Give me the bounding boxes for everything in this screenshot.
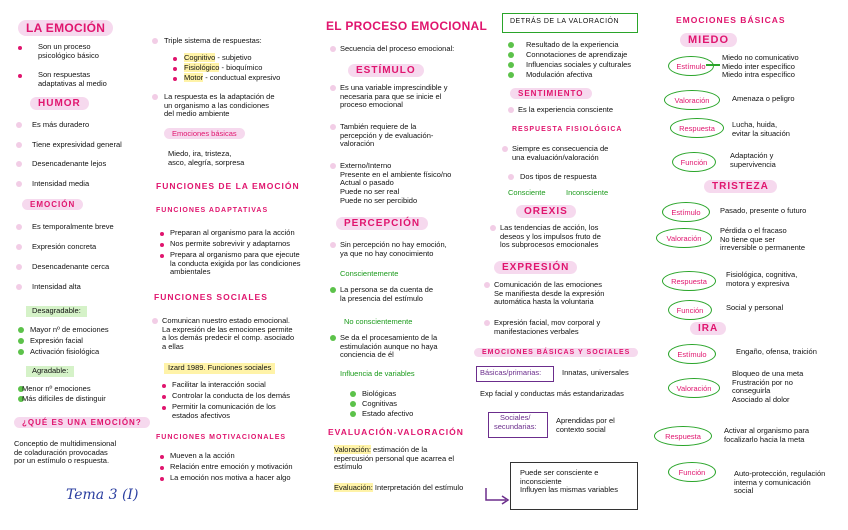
emocion-item: Intensidad alta (32, 282, 81, 291)
percepcion-text: Sin percepción no hay emoción, ya que no hay conocimiento (340, 240, 447, 258)
secuencia-text: Secuencia del proceso emocional: (340, 44, 455, 53)
miedo-valoracion-node: Valoración (664, 90, 720, 110)
bullet (508, 107, 514, 113)
triple-item: Cognitivo - subjetivo (184, 53, 252, 62)
title-sociales: FUNCIONES SOCIALES (154, 292, 268, 302)
title-ira: IRA (690, 323, 726, 335)
bullet (484, 282, 490, 288)
desagradable-item: Expresión facial (30, 336, 83, 345)
triple-item: Motor - conductual expresivo (184, 73, 281, 82)
motivacional-item: Mueven a la acción (170, 451, 235, 460)
motivacional-item: Relación entre emoción y motivación (170, 462, 293, 471)
bullet (16, 224, 22, 230)
tristeza-funcion-node: Función (668, 300, 712, 320)
izard-item: Controlar la conducta de los demás (172, 391, 290, 400)
bullet (502, 146, 508, 152)
primarias-text-2: Exp facial y conductas más estandarizadas (480, 389, 624, 398)
bullet (16, 264, 22, 270)
humor-item: Es más duradero (32, 120, 90, 129)
miedo-funcion-node: Función (672, 152, 716, 172)
bullet (16, 161, 22, 167)
bullet (152, 318, 158, 324)
title-respuesta-fisiologica: RESPUESTA FISIOLÓGICA (512, 126, 623, 133)
bullet (152, 38, 158, 44)
miedo-estimulo-text: Miedo no comunicativo Miedo inter específico Miedo intra específico (722, 53, 799, 80)
bullet (16, 244, 22, 250)
influencia-item: Cognitivas (362, 399, 398, 408)
inconsciente-text: Se da el procesamiento de la estimulación aunque no haya conciencia de él (340, 333, 438, 360)
influencia-item: Biológicas (362, 389, 397, 398)
ira-estimulo-node: Estímulo (668, 344, 716, 364)
bullet (18, 349, 24, 355)
bullet (16, 181, 22, 187)
title-humor: HUMOR (30, 98, 89, 110)
title-que-es: ¿QUÉ ES UNA EMOCIÓN? (14, 418, 150, 427)
bullet (508, 62, 514, 68)
title-motivacionales: FUNCIONES MOTIVACIONALES (156, 434, 287, 441)
bullet (350, 401, 356, 407)
title-emociones-basicas: EMOCIONES BÁSICAS (676, 15, 786, 25)
influencia-label: Influencia de variables (340, 369, 415, 378)
primarias-text: Innatas, universales (562, 368, 629, 377)
bullet (508, 174, 514, 180)
bullet (350, 391, 356, 397)
title-orexis: OREXIS (516, 206, 576, 218)
humor-item: Desencadenante lejos (32, 159, 107, 168)
title-estimulo: ESTÍMULO (348, 65, 424, 77)
sociales-text: Comunican nuestro estado emocional. La expresión de las emociones permite a los demás predecir el comp. asociado a ellas (162, 316, 295, 351)
valoracion-text: Valoración: estimación de la repercusión personal que acarrea el estímulo (334, 445, 455, 472)
tristeza-estimulo-node: Estímulo (662, 202, 710, 222)
bullet (16, 284, 22, 290)
sentimiento-text: Es la experiencia consciente (518, 105, 614, 114)
bullet (508, 52, 514, 58)
primarias-label: Básicas/primarias: (480, 368, 542, 377)
bullet (160, 254, 164, 258)
ira-valoracion-text: Bloqueo de una meta Frustración por no conseguirla Asociado al dolor (732, 369, 804, 404)
bullet (160, 455, 164, 459)
bullet (330, 242, 336, 248)
title-emocion: EMOCIÓN (22, 200, 83, 209)
basicas-title: Emociones básicas (164, 130, 245, 139)
bullet (16, 122, 22, 128)
evaluacion-text: Evaluación: Interpretación del estímulo (334, 483, 464, 492)
tristeza-estimulo-text: Pasado, presente o futuro (720, 206, 807, 215)
bullet (162, 395, 166, 399)
desagradable-label: Desagradable: (26, 306, 87, 317)
title-funciones: FUNCIONES DE LA EMOCIÓN (156, 181, 300, 191)
inconsciente-label: No conscientemente (344, 317, 413, 326)
triple-item: Fisiológico - bioquímico (184, 63, 263, 72)
detras-item: Modulación afectiva (526, 70, 593, 79)
title-proceso: EL PROCESO EMOCIONAL (326, 19, 488, 33)
estimulo-text-1: Es una variable imprescindible y necesaria para que se inicie el proceso emocional (340, 83, 448, 110)
title-evaluacion: EVALUACIÓN-VALORACIÓN (328, 427, 464, 437)
estimulo-text-3: Externo/Interno Presente en el ambiente físico/no Actual o pasado Puede no ser real Puede no ser percibido (340, 161, 452, 205)
detras-item: Influencias sociales y culturales (526, 60, 632, 69)
tristeza-respuesta-text: Fisiológica, cognitiva, motora y expresiva (726, 270, 798, 288)
triple-intro: Triple sistema de respuestas: (164, 36, 262, 45)
tristeza-valoracion-text: Pérdida o el fracaso No tiene que ser irreversible o permanente (720, 226, 806, 253)
orexis-text: Las tendencias de acción, los deseos y los impulsos fruto de los subprocesos emocionales (500, 223, 601, 250)
ira-respuesta-text: Activar al organismo para focalizarlo hacia la meta (724, 426, 810, 444)
desagradable-item: Activación fisiológica (30, 347, 100, 356)
bullet (160, 232, 164, 236)
emocion-item: Es temporalmente breve (32, 222, 114, 231)
bullet (330, 163, 336, 169)
ira-respuesta-node: Respuesta (654, 426, 712, 446)
bullet (173, 57, 177, 61)
tristeza-funcion-text: Social y personal (726, 303, 784, 312)
agradable-item: Más difíciles de distinguir (22, 394, 106, 403)
title-percepcion: PERCEPCIÓN (336, 218, 428, 230)
basicas-text: Miedo, ira, tristeza, asco, alegría, sorpresa (168, 149, 245, 167)
bullet (490, 225, 496, 231)
emocion-item: Desencadenante cerca (32, 262, 110, 271)
miedo-respuesta-node: Respuesta (670, 118, 724, 138)
bullet (508, 42, 514, 48)
consciente-text: La persona se da cuenta de la presencia del estímulo (340, 285, 433, 303)
que-es-text: Conceptio de multidimensional de coladuración provocadas por un estímulo o respuesta. (14, 439, 117, 466)
secundarias-label: Sociales/ secundarias: (494, 413, 537, 431)
miedo-funcion-text: Adaptación y supervivencia (730, 151, 776, 169)
handwritten-note: Tema 3 (I) (66, 487, 139, 503)
agradable-label: Agradable: (26, 366, 74, 377)
bullet (18, 327, 24, 333)
bullet (330, 46, 336, 52)
emocion-def-1: Son un proceso psicológico básico (38, 42, 99, 60)
izard-item: Facilitar la interacción social (172, 380, 266, 389)
bullet (330, 335, 336, 341)
bullet (16, 142, 22, 148)
motivacional-item: La emoción nos motiva a hacer algo (170, 473, 291, 482)
bullet (152, 94, 158, 100)
arrow-icon (484, 478, 512, 508)
bullet (330, 124, 336, 130)
miedo-estimulo-node: Estímulo (668, 56, 714, 76)
ira-funcion-node: Función (668, 462, 716, 482)
estimulo-text-2: También requiere de la percepción y de evaluación- valoración (340, 122, 434, 149)
ira-funcion-text: Auto-protección, regulación interna y comunicación social (734, 469, 826, 496)
expresion-text-2: Expresión facial, mov corporal y manifestaciones verbales (494, 318, 601, 336)
detras-item: Resultado de la experiencia (526, 40, 619, 49)
title-basicas-sociales: EMOCIONES BÁSICAS Y SOCIALES (474, 349, 638, 357)
bullet (162, 384, 166, 388)
adaptativa-item: Preparan al organismo para la acción (170, 228, 295, 237)
agradable-item: Menor nº emociones (22, 384, 91, 393)
izard-item: Permitir la comunicación de los estados afectivos (172, 402, 276, 420)
bullet (18, 338, 24, 344)
note-box-text: Puede ser consciente e inconsciente Influyen las mismas variables (520, 468, 618, 495)
desagradable-item: Mayor nº de emociones (30, 325, 109, 334)
miedo-respuesta-text: Lucha, huida, evitar la situación (732, 120, 790, 138)
bullet (173, 77, 177, 81)
bullet (160, 243, 164, 247)
adaptativa-item: Prepara al organismo para que ejecute la conducta exigida por las condiciones ambientales (170, 250, 301, 277)
bullet (162, 406, 166, 410)
bullet (160, 477, 164, 481)
tristeza-respuesta-node: Respuesta (662, 271, 716, 291)
title-la-emocion: LA EMOCIÓN (18, 22, 113, 36)
title-sentimiento: SENTIMIENTO (510, 89, 592, 98)
bullet (330, 85, 336, 91)
tipo-inconsciente: Inconsciente (566, 188, 609, 197)
bullet (173, 67, 177, 71)
expresion-text-1: Comunicación de las emociones Se manifiesta desde la expresión automática hasta la voluntaria (494, 280, 605, 307)
detras-title: DETRÁS DE LA VALORACIÓN (510, 18, 620, 25)
bullet (484, 320, 490, 326)
detras-item: Connotaciones de aprendizaje (526, 50, 628, 59)
title-expresion: EXPRESIÓN (494, 262, 577, 274)
ira-estimulo-text: Engaño, ofensa, traición (736, 347, 817, 356)
bullet (160, 466, 164, 470)
bullet (330, 287, 336, 293)
tipos-text: Dos tipos de respuesta (520, 172, 597, 181)
respuesta-fisiologica-text: Siempre es consecuencia de una evaluación/valoración (512, 144, 609, 162)
emocion-item: Expresión concreta (32, 242, 97, 251)
bullet (350, 411, 356, 417)
emocion-def-2: Son respuestas adaptativas al medio (38, 70, 107, 88)
title-adaptativas: FUNCIONES ADAPTATIVAS (156, 207, 269, 214)
adaptativa-item: Nos permite sobrevivir y adaptarnos (170, 239, 291, 248)
consciente-label: Conscientemente (340, 269, 399, 278)
tristeza-valoracion-node: Valoración (656, 228, 712, 248)
bullet (18, 46, 22, 50)
humor-item: Tiene expresividad general (32, 140, 122, 149)
bullet (508, 72, 514, 78)
influencia-item: Estado afectivo (362, 409, 414, 418)
respuesta-text: La respuesta es la adaptación de un organismo a las condiciones del medio ambiente (164, 92, 275, 119)
title-miedo: MIEDO (680, 34, 737, 47)
humor-item: Intensidad media (32, 179, 90, 188)
tipo-consciente: Consciente (508, 188, 546, 197)
ira-valoracion-node: Valoración (668, 378, 720, 398)
title-tristeza: TRISTEZA (704, 181, 777, 193)
izard-label: Izard 1989. Funciones sociales (164, 363, 275, 374)
miedo-valoracion-text: Amenaza o peligro (732, 94, 795, 103)
secundarias-text: Aprendidas por el contexto social (556, 416, 615, 434)
bullet (18, 74, 22, 78)
